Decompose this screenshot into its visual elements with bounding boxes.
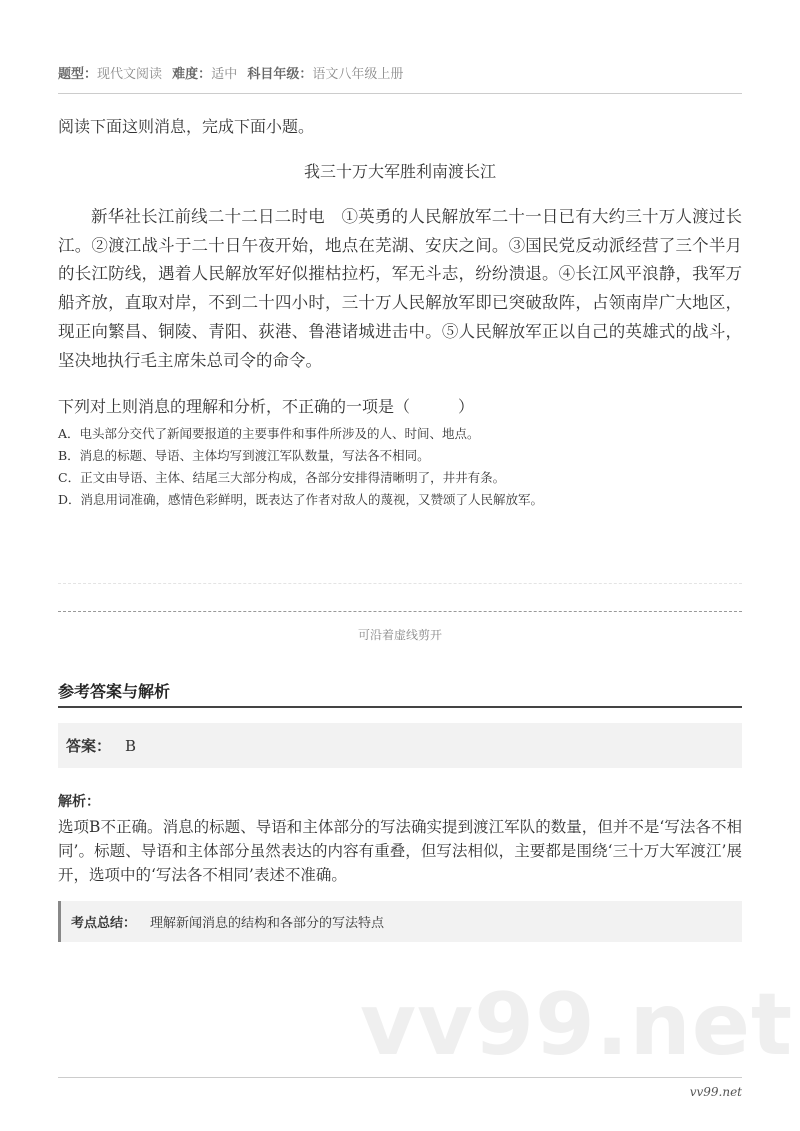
type-value: 现代文阅读 — [97, 67, 163, 82]
type-label: 题型： — [58, 67, 98, 82]
question-meta — [58, 63, 409, 82]
dashed-line — [58, 583, 742, 584]
cut-line — [58, 611, 742, 612]
option-list — [58, 423, 543, 511]
summary-box — [58, 901, 742, 942]
grade-value: 语文八年级上册 — [312, 67, 404, 82]
divider — [58, 93, 742, 94]
option-a: A．电头部分交代了新闻要报道的主要事件和事件所涉及的人、时间、地点。 — [58, 426, 480, 441]
difficulty-value: 适中 — [211, 67, 238, 82]
analysis-label: 解析： — [58, 794, 100, 810]
footer-site: vv99.net — [689, 1085, 742, 1099]
option-c: C．正文由导语、主体、结尾三大部分构成，各部分安排得清晰明了，井井有条。 — [58, 470, 506, 485]
divider — [58, 706, 742, 708]
question-stem: 下列对上则消息的理解和分析，不正确的一项是（ ） — [58, 397, 475, 416]
option-d: D．消息用词准确，感情色彩鲜明，既表达了作者对敌人的蔑视，又赞颂了人民解放军。 — [58, 492, 544, 507]
analysis-text: 选项B不正确。消息的标题、导语和主体部分的写法确实提到渡江军队的数量，但并不是‘写法各不相同’。标题、导语和主体部分虽然表达的内容有重叠，但写法相似，主要都是围绕‘三十万大军渡江’展开，选项中的‘写法各不相同’表述不准确。 — [58, 818, 742, 884]
answer-label: 答案： — [66, 737, 112, 755]
intro-text: 阅读下面这则消息，完成下面小题。 — [58, 117, 315, 136]
answer-box — [58, 723, 742, 768]
watermark: vv99.net — [360, 975, 794, 1075]
cut-hint: 可沿着虚线剪开 — [357, 628, 442, 642]
summary-text: 理解新闻消息的结构和各部分的写法特点 — [150, 916, 385, 931]
grade-label: 科目年级： — [247, 67, 313, 82]
footer-divider — [58, 1077, 742, 1078]
option-b: B．消息的标题、导语、主体均写到渡江军队数量，写法各不相同。 — [58, 448, 430, 463]
article-body: 新华社长江前线二十二日二时电 ①英勇的人民解放军二十一日已有大约三十万人渡过长江。②渡江战斗于二十日午夜开始，地点在芜湖、安庆之间。③国民党反动派经营了三个半月的长江防线，遇着人民解放军好似摧枯拉朽，军无斗志，纷纷溃退。④长江风平浪静，我军万船齐放，直取对岸，不到二十四小时，三十万人民解放军即已突破敌阵，占领南岸广大地区，现正向繁昌、铜陵、青阳、荻港、鲁港诸城进击中。⑤人民解放军正以自己的英雄式的战斗，坚决地执行毛主席朱总司令的命令。 — [58, 207, 742, 370]
summary-label: 考点总结： — [71, 916, 137, 931]
difficulty-label: 难度： — [172, 67, 212, 82]
article-title: 我三十万大军胜利南渡长江 — [303, 162, 496, 181]
answer-value: B — [125, 736, 137, 755]
solution-heading: 参考答案与解析 — [58, 682, 171, 701]
